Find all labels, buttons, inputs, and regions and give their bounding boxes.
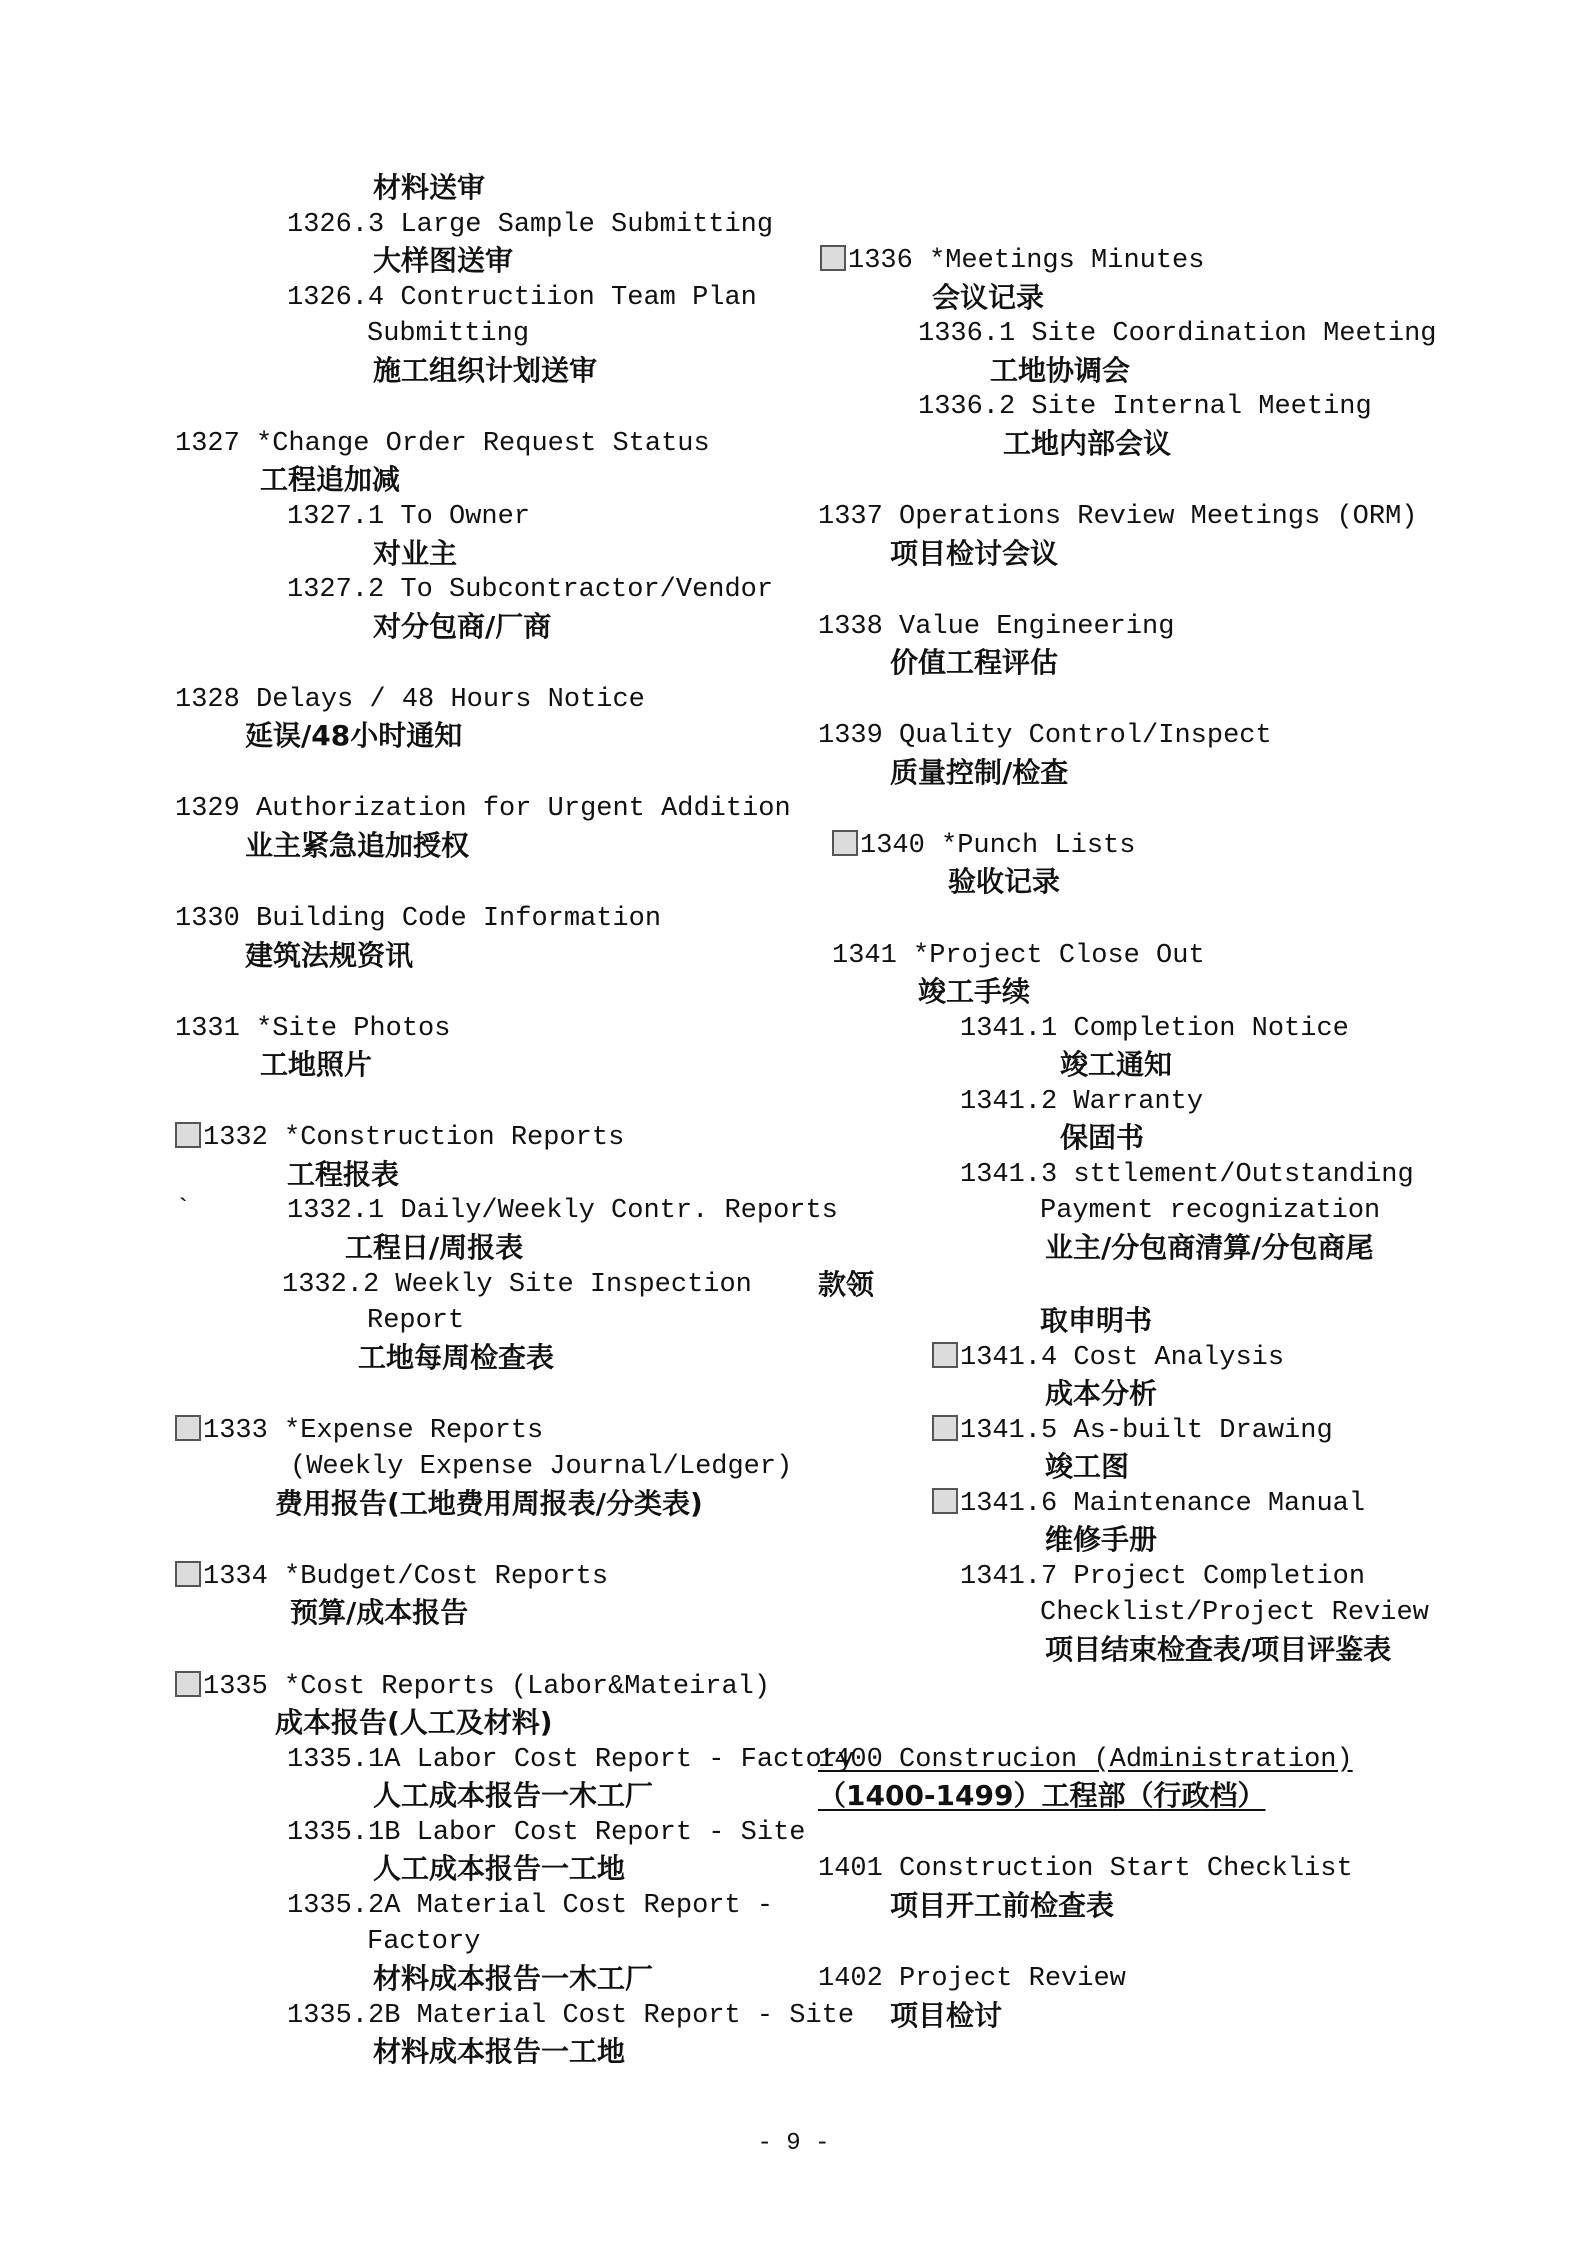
- line-text: 竣工通知: [1060, 1048, 1173, 1082]
- right-column-line: [818, 1778, 1265, 1814]
- left-column-line: [175, 1413, 543, 1449]
- line-text: 1335 *Cost Reports (Labor&Mateiral): [203, 1671, 771, 1702]
- left-column-line: [373, 1851, 625, 1887]
- line-text: 业主/分包商清算/分包商尾: [1045, 1230, 1374, 1264]
- line-text: 项目结束检查表/项目评鉴表: [1045, 1633, 1392, 1666]
- left-column-line: [367, 1303, 464, 1339]
- line-text: 费用报告(工地费用周报表/分类表): [275, 1486, 703, 1520]
- right-column-line: [1060, 1047, 1172, 1083]
- line-text: (Weekly Expense Journal/Ledger): [290, 1452, 793, 1483]
- line-text: 1336.2 Site Internal Meeting: [918, 392, 1372, 423]
- line-text: 对分包商/厂商: [373, 609, 552, 643]
- right-column-line: [820, 243, 1204, 279]
- line-text: 人工成本报告一工地: [373, 1852, 626, 1886]
- line-text: 1330 Building Code Information: [175, 904, 662, 934]
- right-column-line: [818, 499, 1418, 535]
- line-text: 项目检讨: [890, 1998, 1003, 2032]
- line-text: Submitting: [367, 319, 530, 350]
- left-column-line: [290, 1449, 792, 1485]
- line-text: 1329 Authorization for Urgent Addition: [175, 794, 791, 825]
- right-column-line: [1045, 1449, 1129, 1485]
- left-column-line: [367, 1924, 480, 1960]
- line-text: 1327 *Change Order Request Status: [175, 428, 710, 459]
- line-text: 1327.1 To Owner: [287, 501, 531, 532]
- line-text: 验收记录: [948, 865, 1061, 899]
- left-column-line: [287, 572, 773, 608]
- line-text: 1401 Construction Start Checklist: [818, 1854, 1353, 1885]
- left-column-line: [287, 499, 530, 535]
- line-text: 工地内部会议: [1003, 426, 1172, 460]
- right-column-line: [818, 1851, 1353, 1887]
- line-text: 工地照片: [260, 1048, 373, 1082]
- line-text: 1341.2 Warranty: [960, 1086, 1204, 1117]
- right-column-line: [818, 1961, 1126, 1997]
- right-column-line: [890, 645, 1058, 681]
- line-text: Factory: [367, 1927, 481, 1958]
- left-column-line: [367, 316, 529, 352]
- line-text: 施工组织计划送审: [373, 353, 598, 387]
- line-text: 工地每周检查表: [358, 1340, 555, 1374]
- line-text: 工地协调会: [990, 353, 1131, 387]
- right-column-line: [932, 280, 1044, 316]
- left-column-line: [175, 682, 645, 718]
- left-column-line: [287, 1888, 773, 1924]
- checkbox-icon[interactable]: [175, 1122, 201, 1148]
- line-text: 预算/成本报告: [290, 1596, 469, 1630]
- line-text: （1400-1499）工程部（行政档）: [818, 1779, 1266, 1813]
- line-text: 维修手册: [1045, 1523, 1158, 1557]
- left-column-line: [373, 2034, 625, 2070]
- left-column-line: [287, 1998, 854, 2034]
- line-text: 1339 Quality Control/Inspect: [818, 721, 1272, 752]
- left-column-line: [175, 1669, 770, 1705]
- line-text: 价值工程评估: [890, 646, 1059, 680]
- line-text: 1341.6 Maintenance Manual: [960, 1488, 1366, 1519]
- line-text: Payment recognization: [1040, 1196, 1381, 1227]
- line-text: 1326.3 Large Sample Submitting: [287, 209, 774, 240]
- right-column-line: [918, 389, 1372, 425]
- line-text: 工程日/周报表: [345, 1230, 524, 1264]
- left-column-line: [287, 1815, 805, 1851]
- left-column-line: [275, 1705, 553, 1741]
- right-column-line: [948, 864, 1060, 900]
- line-text: 取申明书: [1040, 1304, 1153, 1338]
- line-text: 业主紧急追加授权: [245, 828, 470, 862]
- line-text: 人工成本报告一木工厂: [373, 1779, 654, 1813]
- right-column-line: [1045, 1230, 1373, 1266]
- line-text: 材料成本报告一工地: [373, 2035, 626, 2069]
- right-column-line: [932, 1340, 1284, 1376]
- right-column-line: [1060, 1120, 1144, 1156]
- checkbox-icon[interactable]: [932, 1488, 958, 1514]
- right-column-line: [832, 938, 1205, 974]
- right-column-line: [832, 828, 1135, 864]
- line-text: 1333 *Expense Reports: [203, 1415, 544, 1446]
- left-column-line: [373, 353, 597, 389]
- line-text: Report: [367, 1306, 465, 1337]
- line-text: 质量控制/检查: [890, 755, 1069, 789]
- line-text: 成本分析: [1045, 1377, 1158, 1411]
- line-text: 1332.2 Weekly Site Inspection: [282, 1269, 752, 1300]
- line-text: 1336.1 Site Coordination Meeting: [918, 319, 1437, 350]
- left-column-line: [287, 207, 773, 243]
- left-column-line: [175, 901, 661, 937]
- right-column-line: [818, 718, 1272, 754]
- checkbox-icon[interactable]: [175, 1415, 201, 1441]
- line-text: 延误/48小时通知: [245, 719, 463, 753]
- left-column-line: [290, 1595, 468, 1631]
- right-column-line: [1045, 1522, 1157, 1558]
- left-column-line: [175, 1559, 608, 1595]
- right-column-line: [890, 1888, 1114, 1924]
- line-text: 1341.7 Project Completion: [960, 1561, 1366, 1592]
- checkbox-icon[interactable]: [820, 245, 846, 271]
- line-text: 1335.1A Labor Cost Report - Factory: [287, 1744, 855, 1775]
- right-column-line: [918, 316, 1436, 352]
- left-column-line: [373, 170, 485, 206]
- line-text: 1332 *Construction Reports: [203, 1123, 625, 1154]
- line-text: 工程报表: [287, 1157, 400, 1191]
- left-column-line: [175, 426, 710, 462]
- line-text: 1340 *Punch Lists: [860, 830, 1136, 861]
- left-column-line: [175, 1120, 624, 1156]
- line-text: 1338 Value Engineering: [818, 611, 1175, 642]
- right-column-line: [960, 1011, 1349, 1047]
- right-column-line: [818, 609, 1174, 645]
- left-column-line: [282, 1267, 752, 1303]
- left-column-line: [260, 1047, 372, 1083]
- left-column-line: [245, 938, 413, 974]
- line-text: 1326.4 Contructiion Team Plan: [287, 282, 757, 313]
- checkbox-icon[interactable]: [832, 830, 858, 856]
- right-column-line: [960, 1084, 1203, 1120]
- line-text: 1327.2 To Subcontractor/Vendor: [287, 575, 774, 606]
- right-column-line: [890, 755, 1068, 791]
- checkbox-icon[interactable]: [932, 1415, 958, 1441]
- line-text: 1332.1 Daily/Weekly Contr. Reports: [287, 1196, 838, 1227]
- line-text: 1341.5 As-built Drawing: [960, 1415, 1333, 1446]
- line-text: 款领: [818, 1267, 875, 1301]
- checkbox-icon[interactable]: [932, 1342, 958, 1368]
- right-column-line: [918, 974, 1030, 1010]
- checkbox-icon[interactable]: [175, 1671, 201, 1697]
- left-column-line: [373, 536, 457, 572]
- left-column-line: [345, 1230, 523, 1266]
- right-column-line: [932, 1413, 1333, 1449]
- line-text: 1337 Operations Review Meetings (ORM): [818, 501, 1418, 532]
- left-column-line: [373, 243, 513, 279]
- line-text: 竣工手续: [918, 975, 1031, 1009]
- left-column-line: [287, 1193, 838, 1229]
- left-column-line: [373, 1961, 653, 1997]
- right-column-line: [818, 1267, 874, 1303]
- line-text: 项目开工前检查表: [890, 1888, 1115, 1922]
- line-text: 1328 Delays / 48 Hours Notice: [175, 684, 645, 715]
- line-text: 工程追加减: [260, 463, 401, 497]
- left-column-line: [358, 1340, 554, 1376]
- right-column-line: [1003, 426, 1171, 462]
- line-text: 材料送审: [373, 171, 486, 204]
- left-column-line: [287, 1742, 854, 1778]
- left-column-line: [287, 280, 757, 316]
- left-column-line: [287, 1157, 399, 1193]
- line-text: 对业主: [373, 536, 458, 570]
- right-column-line: [890, 1998, 1002, 2034]
- line-text: 保固书: [1060, 1121, 1145, 1155]
- line-text: 1341.1 Completion Notice: [960, 1013, 1349, 1044]
- line-text: 建筑法规资讯: [245, 938, 414, 972]
- line-text: 1335.2A Material Cost Report -: [287, 1890, 774, 1921]
- line-text: 成本报告(人工及材料): [275, 1706, 553, 1740]
- line-text: 1400 Construcion (Administration): [818, 1744, 1353, 1775]
- left-column-line: [373, 609, 551, 645]
- left-column-line: [373, 1778, 653, 1814]
- line-text: 项目检讨会议: [890, 536, 1059, 570]
- line-text: 1341.3 sttlement/Outstanding: [960, 1159, 1414, 1190]
- line-text: Checklist/Project Review: [1040, 1598, 1429, 1629]
- right-column-line: [1040, 1303, 1152, 1339]
- line-text: 材料成本报告一木工厂: [373, 1961, 654, 1995]
- line-text: 1335.2B Material Cost Report - Site: [287, 2000, 855, 2031]
- line-text: `: [175, 1196, 192, 1227]
- right-column-line: [890, 536, 1058, 572]
- right-column-line: [932, 1486, 1365, 1522]
- right-column-line: [990, 353, 1130, 389]
- line-text: 1335.1B Labor Cost Report - Site: [287, 1817, 806, 1848]
- right-column-line: [1040, 1193, 1380, 1229]
- left-column-line: [175, 1193, 191, 1229]
- line-text: 1336 *Meetings Minutes: [848, 246, 1205, 277]
- line-text: 1341.4 Cost Analysis: [960, 1342, 1285, 1373]
- left-column-line: [260, 462, 400, 498]
- checkbox-icon[interactable]: [175, 1561, 201, 1587]
- line-text: 大样图送审: [373, 244, 514, 278]
- line-text: 1334 *Budget/Cost Reports: [203, 1561, 609, 1592]
- right-column-line: [1045, 1376, 1157, 1412]
- line-text: 1402 Project Review: [818, 1963, 1126, 1994]
- right-column-line: [960, 1559, 1365, 1595]
- left-column-line: [245, 828, 469, 864]
- line-text: 1341 *Project Close Out: [832, 940, 1205, 971]
- left-column-line: [175, 1011, 450, 1047]
- right-column-line: [818, 1742, 1353, 1778]
- right-column-line: [1040, 1595, 1429, 1631]
- left-column-line: [175, 791, 791, 827]
- left-column-line: [245, 718, 462, 754]
- line-text: 竣工图: [1045, 1450, 1130, 1484]
- right-column-line: [960, 1157, 1414, 1193]
- line-text: 1331 *Site Photos: [175, 1013, 451, 1044]
- right-column-line: [1045, 1632, 1391, 1668]
- left-column-line: [275, 1486, 703, 1522]
- page-number: - 9 -: [757, 2130, 830, 2157]
- line-text: 会议记录: [932, 280, 1045, 314]
